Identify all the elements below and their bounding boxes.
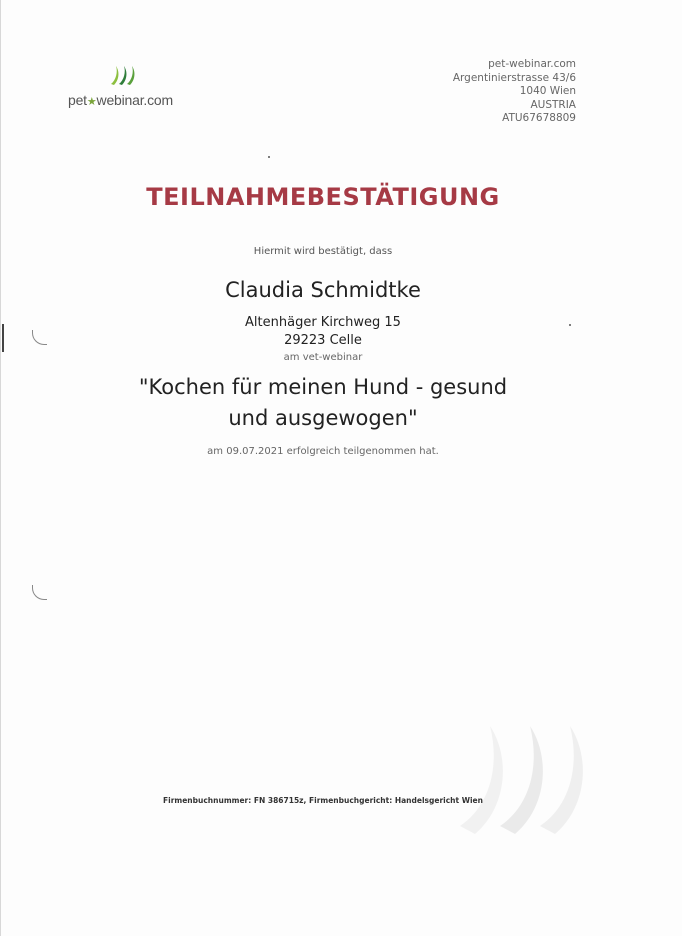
pet-webinar-logo	[68, 62, 198, 112]
address-line-2: Argentinierstrasse 43/6	[452, 71, 576, 84]
logo-text-webinar: webinar	[96, 92, 144, 108]
logo-text-pet: pet	[68, 92, 87, 108]
course-title	[96, 372, 550, 434]
intro-text: Hiermit wird bestätigt, dass	[253, 246, 393, 257]
participant-city: 29223 Celle	[284, 333, 362, 348]
logo-leaf-icon	[108, 62, 138, 88]
address-line-1: pet-webinar.com	[488, 58, 576, 70]
certificate-title: TEILNAHMEBESTÄTIGUNG	[146, 183, 500, 211]
address-line-4: AUSTRIA	[530, 98, 576, 111]
logo-text-suffix: .com	[143, 92, 173, 108]
company-address	[453, 58, 576, 126]
logo-wordmark	[68, 92, 173, 108]
address-line-3: 1040 Wien	[519, 85, 576, 97]
webinar-label: am vet-webinar	[283, 352, 363, 363]
course-title-line-2: und ausgewogen"	[228, 406, 418, 430]
punch-hole-bottom	[32, 585, 47, 600]
scan-mark	[2, 324, 4, 352]
participant-street: Altenhäger Kirchweg 15	[245, 315, 401, 330]
participant-name: Claudia Schmidtke	[225, 278, 421, 302]
scan-speck	[569, 324, 571, 326]
address-line-5: ATU67678809	[502, 112, 576, 124]
company-registry-footer: Firmenbuchnummer: FN 386715z, Firmenbuchgericht: Handelsgericht Wien	[163, 796, 483, 805]
logo-star-icon: ★	[86, 96, 97, 108]
scan-speck	[268, 156, 270, 158]
completion-date-line: am 09.07.2021 erfolgreich teilgenommen hat.	[207, 446, 439, 457]
watermark-leaf-icon	[440, 716, 590, 836]
course-title-line-1: "Kochen für meinen Hund - gesund	[138, 375, 508, 399]
